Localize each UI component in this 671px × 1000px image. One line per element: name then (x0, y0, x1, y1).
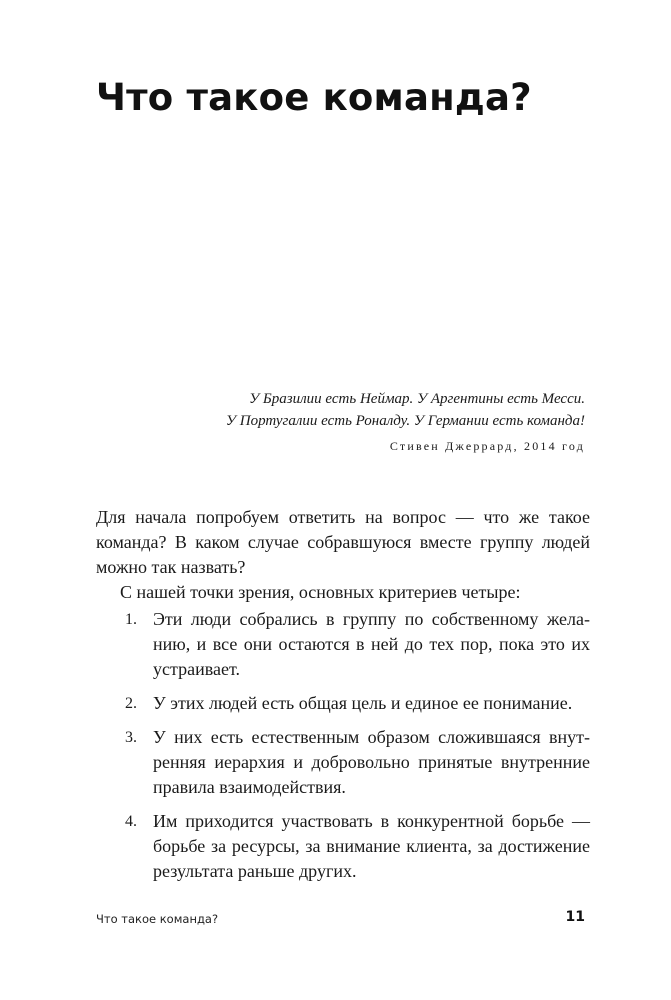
list-item-line: нию, и все они остаются в ней до тех пор, пока это их (153, 634, 590, 654)
list-item (96, 691, 590, 716)
list-item-number: 1. (125, 611, 137, 628)
paragraph-line: команда? В каком случае собравшуюся вместе группу людей (96, 532, 590, 552)
list-item-line: Эти люди собрались в группу по собственному жела- (153, 609, 590, 629)
list-item-line: правила взаимодействия. (153, 777, 346, 797)
list-item-line: У этих людей есть общая цель и единое ее понимание. (153, 693, 573, 713)
list-item (96, 607, 590, 682)
running-title: Что такое команда? (96, 912, 219, 926)
list-item-number: 3. (125, 729, 137, 746)
epigraph-author: Стивен Джеррард, 2014 год (389, 439, 585, 453)
body-text (96, 505, 590, 884)
list-item-line: устраивает. (153, 659, 240, 679)
paragraph-line: Для начала попробуем ответить на вопрос — что же такое (96, 507, 590, 527)
epigraph-quote-line: У Португалии есть Роналду. У Германии есть команда! (225, 413, 585, 429)
list-item-line: результата раньше других. (153, 861, 357, 881)
criteria-list (96, 607, 590, 884)
criteria-intro-paragraph: С нашей точки зрения, основных критериев четыре: (120, 582, 521, 602)
epigraph (120, 388, 585, 455)
paragraph-line: можно так назвать? (96, 557, 246, 577)
list-item (96, 809, 590, 884)
list-item-number: 4. (125, 813, 137, 830)
epigraph-quote-line: У Бразилии есть Неймар. У Аргентины есть Месси. (249, 391, 585, 407)
list-item-line: борьбе за ресурсы, за внимание клиента, за достижение (153, 836, 590, 856)
page-title: Что такое команда? (96, 76, 532, 119)
list-item-line: ренняя иерархия и добровольно принятые внутренние (153, 752, 590, 772)
list-item (96, 725, 590, 800)
list-item-line: У них есть естественным образом сложившаяся внут- (153, 727, 590, 747)
list-item-line: Им приходится участвовать в конкурентной борьбе — (153, 811, 590, 831)
list-item-number: 2. (125, 695, 137, 712)
intro-paragraph (96, 505, 590, 580)
page-number: 11 (565, 909, 585, 925)
